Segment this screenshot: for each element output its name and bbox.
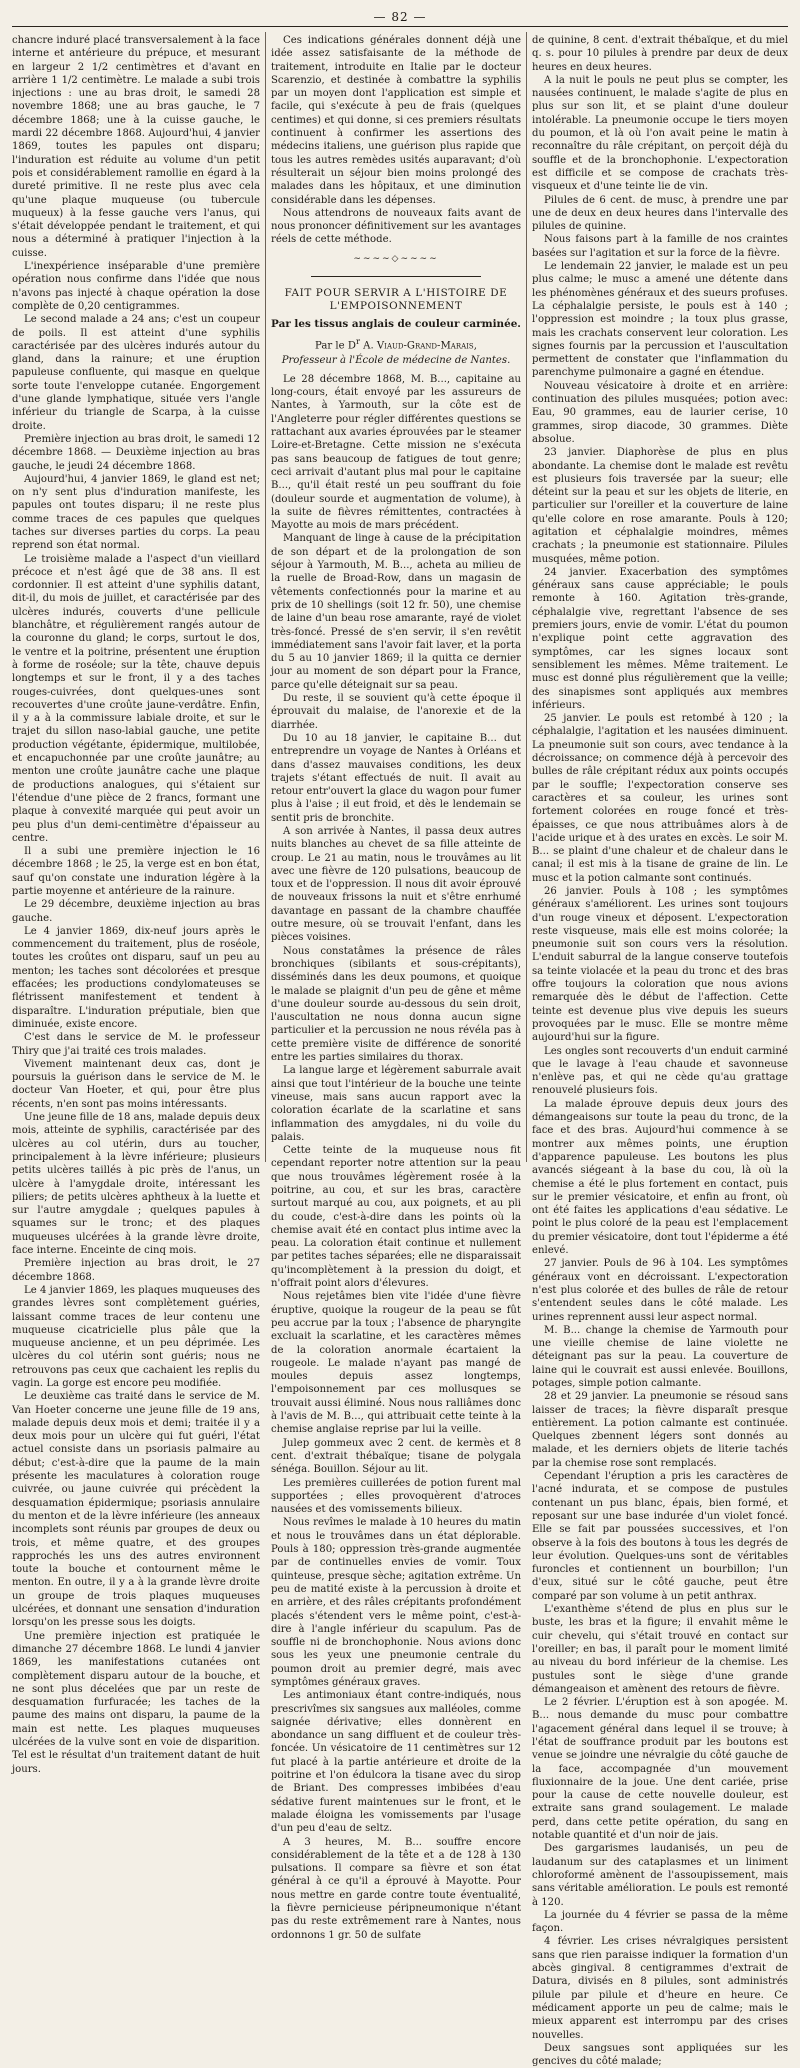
column-rule-right: [526, 32, 527, 1162]
byline-role: Professeur à l'École de médecine de Nantes.: [281, 354, 511, 366]
paragraph: Le 2 février. L'éruption est à son apogée. M. B... nous demande du musc pour combattre l'agacement général dans lequel il se trouve; à l'état de souffrance produit par les boutons est venue se joindre une névralgie du côté gauche de la face, accompagnée d'un mouvement fluxionnaire de la joue. Une dent cariée, prise pour la cause de cette nouvelle douleur, est extraite sans grand soulagement. Le malade perd, dans cette petite opération, du sang en notable quantité et d'un noir de jais.: [532, 1697, 788, 1842]
paragraph: Nous constatâmes la présence de râles bronchiques (sibilants et sous-crépitants), disséminés dans les deux poumons, et quoique le malade se plaignit d'un peu de gêne et même d'une douleur sourde au-dessous du sein droit, l'auscultation ne nous donna aucun signe particulier et la percussion ne nous révéla pas à cette première visite de différence de sonorité entre les parties similaires du thorax.: [271, 945, 521, 1064]
paragraph: Du reste, il se souvient qu'à cette époque il éprouvait du malaise, de l'anorexie et de la diarrhée.: [271, 693, 521, 731]
paragraph: Nous attendrons de nouveaux faits avant de nous prononcer définitivement sur les avantages réels de cette méthode.: [271, 207, 521, 246]
paragraph: Le troisième malade a l'aspect d'un vieillard précoce et n'est âgé que de 38 ans. Il est cordonnier. Il est atteint d'une syphilis datant, dit-il, du mois de juillet, et caractérisée par des ulcères indurés, couverts d'une pellicule blanchâtre, et régulièrement rangés autour de la couronne du gland; le corps, surtout le dos, le ventre et la poitrine, présentent une éruption à forme de roséole; sur la tête, chauve depuis longtemps et sur le front, il y a des taches rouges-cuivrées, dont quelques-unes sont recouvertes d'une croûte jaune-verdâtre. Enfin, il y a à la commissure labiale droite, et sur le trajet du sillon naso-labial gauche, une petite production végétante, épidermique, multilobée, et encapuchonnée par une croûte jaunâtre; au menton une croûte jaunâtre cache une plaque de productions analogues, qui s'étaient sur l'étendue d'une pièce de 2 francs, formant une plaque à convexité marquée qui peut avoir un peu plus d'un demi-centimètre d'épaisseur au centre.: [12, 553, 260, 844]
middle-column: [271, 34, 521, 1941]
paragraph: Le deuxième cas traité dans le service de M. Van Hoeter concerne une jeune fille de 19 ans, malade depuis deux mois et demi; traitée il y a deux mois pour un ulcère qui fut guéri, l'état actuel consiste dans un psoriasis palmaire au début; c'est-à-dire que la paume de la main présente les maculatures à coloration rouge cuivrée, ou jaune cuivrée qui précèdent la desquamation épidermique; psoriasis annulaire du menton et de la lèvre inférieure (les anneaux incomplets sont réunis par groupes de deux ou trois, et même quatre, et des groupes rapprochés les uns des autres environnent toute la bouche et contournent même le menton. En outre, il y a à la grande lèvre droite un groupe de trois plaques muqueuses ulcérées, et donnant une sensation d'induration lorsqu'on les presse sous les doigts.: [12, 1391, 260, 1629]
paragraph: L'inexpérience inséparable d'une première opération nous confirme dans l'idée que nous n'avons pas injecté à chaque opération la dose complète de 0,20 centigrammes.: [12, 261, 260, 312]
paragraph: Première injection au bras droit, le samedi 12 décembre 1868. — Deuxième injection au bras gauche, le jeudi 24 décembre 1868.: [12, 433, 260, 472]
paragraph: Le 4 janvier 1869, dix-neuf jours après le commencement du traitement, plus de roséole, toutes les croûtes ont disparu, sauf un peu au menton; les taches sont décolorées et presque effacées; les productions condylomateuses se flétrissent manifestement et tendent à disparaître. L'induration préputiale, bien que diminuée, existe encore.: [12, 925, 260, 1030]
paragraph: Nous rejetâmes bien vite l'idée d'une fièvre éruptive, quoique la rougeur de la peau se fût peu accrue par la toux ; l'absence de pharyngite excluait la scarlatine, et les caractères mêmes de la coloration anormale écartaient la rougeole. Le malade n'ayant pas mangé de moules depuis assez longtemps, l'empoisonnement par ces mollusques se trouvait aussi éliminé. Nous nous ralliâmes donc à l'avis de M. B..., qui attribuait cette teinte à la chemise anglaise reprise par lui la veille.: [271, 1291, 521, 1436]
paragraph: Aujourd'hui, 4 janvier 1869, le gland est net; on n'y sent plus d'induration manifeste, les papules ont toutes disparu; il ne reste plus comme traces de ces papules que quelques taches sur diverses parties du corps. La peau reprend son état normal.: [12, 473, 260, 552]
paragraph: Les antimoniaux étant contre-indiqués, nous prescrivîmes six sangsues aux malléoles, comme saignée dérivative; elles donnèrent en abondance un sang diffluent et de couleur très-foncée. Un vésicatoire de 11 centimètres sur 12 fut placé à la partie antérieure et droite de la poitrine et l'on édulcora la tisane avec du sirop de Briant. Des compresses imbibées d'eau sédative furent maintenues sur le front, et le malade éloigna les vomissements par l'usage d'un peu d'eau de seltz.: [271, 1690, 521, 1835]
paragraph: Cette teinte de la muqueuse nous fit cependant reporter notre attention sur la peau que nous trouvâmes légèrement rosée à la poitrine, au cou, et sur les bras, caractère surtout marqué au cou, aux poignets, et au pli du coude, c'est-à-dire dans les points où la chemise avait été en contact plus intime avec la peau. La coloration était continue et nullement par petites taches séparées; elle ne disparaissait qu'incomplètement à la pression du doigt, et n'offrait point alors d'élevures.: [271, 1145, 521, 1290]
paragraph: Première injection au bras droit, le 27 décembre 1868.: [12, 1258, 260, 1283]
article-title: FAIT POUR SERVIR A L'HISTOIRE DE L'EMPOISONNEMENT: [284, 287, 508, 313]
paragraph: Du 10 au 18 janvier, le capitaine B... dut entreprendre un voyage de Nantes à Orléans et dans d'assez mauvaises conditions, les deux trajets s'étant effectués de nuit. Il avait au retour entr'ouvert la glace du wagon pour fumer plus à l'aise ; il eut froid, et dès le lendemain se sentit pris de bronchite.: [271, 732, 521, 824]
paragraph: Une première injection est pratiquée le dimanche 27 décembre 1868. Le lundi 4 janvier 1869, les manifestations cutanées ont complètement disparu autour de la bouche, et ne sont plus décelées que par un reste de desquamation furfuracée; les taches de la paume des mains ont disparu, la paume de la main est nette. Les plaques muqueuses ulcérées de la vulve sont en voie de disparition. Tel est le résultat d'un traitement datant de huit jours.: [12, 1630, 260, 1775]
byline-sup: r: [355, 335, 360, 346]
paragraph: La malade éprouve depuis deux jours des démangeaisons sur toute la peau du tronc, de la face et des bras. Aujourd'hui commence à se montrer aux mêmes points, une éruption d'apparence papuleuse. Les boutons les plus avancés siégeant à la base du cou, là où la chemise a été le plus fortement en contact, puis sur le premier vésicatoire, et enfin au front, où ont été faites les applications d'eau sédative. Le point le plus coloré de la peau est l'emplacement du premier vésicatoire, dont tout l'épiderme a été enlevé.: [532, 1098, 788, 1257]
paragraph: L'exanthème s'étend de plus en plus sur le buste, les bras et la figure; il envahit même le cuir chevelu, qui s'était trouvé en contact sur l'oreiller; en bas, il paraît pour le moment limité au niveau du bord inférieur de la chemise. Les pustules sont le siège d'une grande démangeaison et amènent des retours de fièvre.: [532, 1604, 788, 1695]
article-title-rule: [311, 276, 481, 277]
article-subtitle: Par les tissus anglais de couleur carminée.: [271, 317, 521, 330]
byline: [271, 335, 521, 353]
paragraph: Le 29 décembre, deuxième injection au bras gauche.: [12, 899, 260, 924]
paragraph: Des gargarismes laudanisés, un peu de laudanum sur des cataplasmes et un liniment chloroformé amènent de l'assoupissement, mais sans véritable amélioration. Le pouls est remonté à 120.: [532, 1843, 788, 1908]
paragraph: Nouveau vésicatoire à droite et en arrière: continuation des pilules musquées; potion avec: Eau, 90 grammes, eau de laurier cerise, 10 grammes, sirop diacode, 30 grammes. Diète absolue.: [532, 380, 788, 445]
paragraph: de quinine, 8 cent. d'extrait thébaïque, et du miel q. s. pour 10 pilules à prendre par deux de deux heures en deux heures.: [532, 35, 788, 73]
paragraph: C'est dans le service de M. le professeur Thiry que j'ai traité ces trois malades.: [12, 1032, 260, 1057]
paragraph: A la nuit le pouls ne peut plus se compter, les nausées continuent, le malade s'agite de plus en plus sur son lit, et se plaint d'une douleur intolérable. La pneumonie occupe le tiers moyen du poumon, et là où l'on avait peine le matin à reconnaître du râle crépitant, on perçoit déjà du souffle et de la bronchophonie. L'expectoration est difficile et se compose de crachats très-visqueux et d'une teinte lie de vin.: [532, 74, 788, 193]
paragraph: Le 4 janvier 1869, les plaques muqueuses des grandes lèvres sont complètement guéries, laissant comme traces de leur contenu une muqueuse cicatricielle plus pâle que la muqueuse ancienne, et un peu déprimée. Les ulcères du col utérin sont guéris; nous ne retrouvons pas ceux que cachaient les replis du vagin. La gorge est encore peu modifiée.: [12, 1284, 260, 1389]
paragraph: Cependant l'éruption a pris les caractères de l'acné indurata, et se compose de pustules contenant un pus blanc, épais, bien formé, et reposant sur une base indurée d'un violet foncé. Elle se fait par poussées successives, et l'on observe à la fois des boutons à tous les degrés de leur évolution. Quelques-uns sont de véritables furoncles et contiennent un bourbillon; l'un d'eux, situé sur le côté gauche, peut être comparé par son volume à un petit anthrax.: [532, 1471, 788, 1602]
paragraph: Nous revîmes le malade à 10 heures du matin et nous le trouvâmes dans un état déplorable. Pouls à 180; oppression très-grande augmentée par de continuelles envies de vomir. Toux quinteuse, presque sèche; agitation extrême. Un peu de matité existe à la percussion à droite et en arrière, et des râles crépitants profondément placés s'étendent vers le même point, c'est-à-dire à l'angle inférieur du scapulum. Pas de souffle ni de bronchophonie. Nous avions donc sous les yeux une pneumonie centrale du poumon droit au premier degré, mais avec symptômes généraux graves.: [271, 1517, 521, 1688]
paragraph: Manquant de linge à cause de la précipitation de son départ et de la prolongation de son séjour à Yarmouth, M. B..., acheta au milieu de la ruelle de Broad-Row, dans un magasin de vêtements confectionnés pour la marine et au prix de 10 shellings (soit 12 fr. 50), une chemise de laine d'un beau rose amarante, rayé de violet très-foncé. Pressé de s'en servir, il s'en revêtit immédiatement sans l'avoir fait laver, et la porta du 5 au 10 janvier 1869; il la quitta ce dernier jour au moment de son départ pour la France, parce qu'elle déteignait sur sa peau.: [271, 533, 521, 691]
byline-prefix: Par le D: [315, 340, 356, 352]
column-rule-left: [265, 32, 266, 1162]
paragraph: Vivement maintenant deux cas, dont je poursuis la guérison dans le service de M. le docteur Van Hoeter, et qui, pour être plus récents, n'en sont pas moins intéressants.: [12, 1058, 260, 1110]
top-rule: [12, 26, 788, 27]
paragraph: 26 janvier. Pouls à 108 ; les symptômes généraux s'améliorent. Les urines sont toujours d'un rouge vineux et déposent. L'expectoration reste visqueuse, mais elle est moins colorée; la pneumonie suit son cours vers la résolution. L'enduit saburral de la langue conserve toutefois sa teinte violacée et la peau du tronc et des bras offre toujours la coloration que nous avions remarquée dès le début de l'affection. Cette teinte est devenue plus vive depuis les sueurs provoquées par le musc. Elle se montre même aujourd'hui sur la figure.: [532, 886, 788, 1044]
paragraph: Les premières cuillerées de potion furent mal supportées ; elles provoquèrent d'atroces nausées et des vomissements bilieux.: [271, 1477, 521, 1516]
paragraph: A 3 heures, M. B... souffre encore considérablement de la tête et a de 128 à 130 pulsations. Il compare sa fièvre et son état général à ce qu'il a éprouvé à Mayotte. Pour nous mettre en garde contre toute éventualité, la fièvre pernicieuse péripneumonique n'étant pas du reste extrêmement rare à Nantes, nous ordonnons 1 gr. 50 de sulfate: [271, 1836, 521, 1941]
paragraph: 25 janvier. Le pouls est retombé à 120 ; la céphalalgie, l'agitation et les nausées diminuent. La pneumonie suit son cours, avec tendance à la décroissance; on commence déjà à percevoir des bulles de râle crépitant rédux aux points occupés par le souffle; l'expectoration conserve ses caractères et sa couleur, les urines sont fortement colorées en rouge foncé et très-épaisses, ce que nous attribuâmes alors à de l'acide urique et à des urates en excès. Le soir M. B... se plaint d'une chaleur et de chaleur dans le canal; il est mis à la tisane de graine de lin. Le musc et la potion calmante sont continués.: [532, 713, 788, 884]
paragraph: Deux sangsues sont appliquées sur les gencives du côté malade;: [532, 2042, 788, 2068]
paragraph: Le second malade a 24 ans; c'est un coupeur de poils. Il est atteint d'une syphilis caractérisée par des ulcères indurés autour du gland, dans la rainure; et une éruption papuleuse confluente, qui masque en quelque sorte toute l'enveloppe cutanée. Engorgement d'une glande lymphatique, située vers l'angle inférieur du triangle de Scarpa, à la cuisse droite.: [12, 314, 260, 432]
paragraph: Nous faisons part à la famille de nos craintes basées sur l'agitation et sur la force de la fièvre.: [532, 234, 788, 259]
right-column: [532, 34, 788, 2068]
ornament-divider: ∼∼∼∼◇∼∼∼∼: [353, 253, 439, 264]
left-column: [12, 34, 260, 1775]
paragraph: Les ongles sont recouverts d'un enduit carminé que le lavage à l'eau chaude et savonneuse n'enlève pas, et qui ne cède qu'au grattage renouvelé plusieurs fois.: [532, 1045, 788, 1097]
paragraph: Le 28 décembre 1868, M. B..., capitaine au long-cours, était envoyé par les assureurs de Nantes, à Yarmouth, sur la côte est de l'Angleterre pour régler différentes questions se rattachant aux avaries éprouvées par le steamer Loire-et-Bretagne. Cette mission ne s'exécuta pas sans beaucoup de fatigues de tout genre; ceci arrivait d'autant plus mal pour le capitaine B..., qu'il était resté un peu souffrant du foie (douleur sourde et augmentation de volume), à la suite de fièvres rémittentes, contractées à Mayotte au mois de mars précédent.: [271, 373, 521, 532]
paragraph: Julep gommeux avec 2 cent. de kermès et 8 cent. d'extrait thébaïque; tisane de polygala sénéga. Bouillon. Séjour au lit.: [271, 1437, 521, 1476]
paragraph: 4 février. Les crises névralgiques persistent sans que rien paraisse indiquer la formation d'un abcès gingival. 8 centigrammes d'extrait de Datura, divisés en 8 pilules, sont administrés pilule par pilule et d'heure en heure. Ce médicament apporte un peu de calme; mais le mieux apparent est interrompu par des crises nouvelles.: [532, 1936, 788, 2041]
paragraph: La langue large et légèrement saburrale avait ainsi que tout l'intérieur de la bouche une teinte vineuse, mais sans aucun rapport avec la coloration écarlate de la scarlatine et sans inflammation des amygdales, ni du voile du palais.: [271, 1065, 521, 1143]
paragraph: Il a subi une première injection le 16 décembre 1868 ; le 25, la verge est en bon état, sauf qu'on constate une induration légère à la partie moyenne et antérieure de la rainure.: [12, 846, 260, 897]
paragraph: 27 janvier. Pouls de 96 à 104. Les symptômes généraux vont en décroissant. L'expectoration n'est plus colorée et des bulles de râle de retour s'entendent seules dans le côté malade. Les urines reprennent aussi leur aspect normal.: [532, 1258, 788, 1323]
paragraph: Ces indications générales donnent déjà une idée assez satisfaisante de la méthode de traitement, introduite en Italie par le docteur Scarenzio, et destinée à combattre la syphilis par un moyen dont l'application est simple et facile, qui s'exécute à peu de frais (quelques centimes) et qui donne, si ces premiers résultats continuent à confirmer les assertions des médecins italiens, une guérison plus rapide que tous les autres remèdes usités auparavant; d'où résulterait un séjour bien moins prolongé des malades dans les hôpitaux, et une diminution considérable dans les dépenses.: [271, 35, 521, 206]
paragraph: Le lendemain 22 janvier, le malade est un peu plus calme; le musc a amené une détente dans les phénomènes généraux et des sueurs profuses. La céphalalgie persiste, le pouls est à 140 ; l'oppression est moindre ; la toux plus grasse, mais les crachats conservent leur coloration. Les signes fournis par la percussion et l'auscultation permettent de constater que l'inflammation du parenchyme pulmonaire a gagné en étendue.: [532, 261, 788, 379]
paragraph: chancre induré placé transversalement à la face interne et antérieure du prépuce, et mesurant en largeur 2 1/2 centimètres et d'avant en arrière 1 1/2 centimètre. Le malade a subi trois injections : une au bras droit, le samedi 28 novembre 1868; une au bras gauche, le 7 décembre 1868; une à la cuisse gauche, le mardi 22 décembre 1868. Aujourd'hui, 4 janvier 1869, toutes les papules ont disparu; l'induration est réduite au volume d'un petit pois et considérablement ramollie en égard à la dureté primitive. Il ne reste plus avec cela qu'une plaque muqueuse (ou tubercule muqueux) à la fesse gauche vers l'anus, qui s'était développée pendant le traitement, et qui nous a déterminé à pratiquer l'injection à la cuisse.: [12, 35, 260, 259]
paragraph: 23 janvier. Diaphorèse de plus en plus abondante. La chemise dont le malade est revêtu est plusieurs fois traversée par la sueur; elle déteint sur la peau et sur les objets de literie, en particulier sur l'oreiller et la couverture de laine qu'elle colore en rose amarante. Pouls à 120; agitation et céphalalgie moindres, mêmes crachats ; la pneumonie est stationnaire. Pilules musquées, même potion.: [532, 447, 788, 565]
paragraph: Pilules de 6 cent. de musc, à prendre une par une de deux en deux heures dans l'intervalle des pilules de quinine.: [532, 194, 788, 233]
paragraph: 24 janvier. Exacerbation des symptômes généraux sans cause appréciable; le pouls remonte à 160. Agitation très-grande, céphalalgie vive, regrettant l'absence de ses premiers jours, envie de vomir. L'état du poumon n'explique point cette aggravation des symptômes, car les signes locaux sont sensiblement les mêmes. Même traitement. Le musc est donné plus régulièrement que la veille; des sinapismes sont appliqués aux membres inférieurs.: [532, 566, 788, 711]
byline-name: A. Viaud-Grand-Marais,: [359, 340, 477, 352]
paragraph: Une jeune fille de 18 ans, malade depuis deux mois, atteinte de syphilis, caractérisée par des ulcères au col utérin, durs au toucher, principalement à la lèvre inférieure; plusieurs petits ulcères taillés à pic près de l'anus, un ulcère à l'amygdale droite, intéressant les piliers; de petits ulcères aphtheux à la luette et sur l'autre amygdale ; quelques papules à squames sur le tronc; et des plaques muqueuses ulcérées à la grande lèvre droite, face interne. Enceinte de cinq mois.: [12, 1112, 260, 1257]
page-number: — 82 —: [373, 10, 427, 24]
paragraph: A son arrivée à Nantes, il passa deux autres nuits blanches au chevet de sa fille atteinte de croup. Le 21 au matin, nous le trouvâmes au lit avec une fièvre de 120 pulsations, beaucoup de toux et de l'oppression. Il nous dit avoir éprouvé de nouveaux frissons la nuit et s'être enrhumé davantage en passant de la chambre chauffée outre mesure, où se trouvait l'enfant, dans les pièces voisines.: [271, 825, 521, 944]
paragraph: 28 et 29 janvier. La pneumonie se résoud sans laisser de traces; la fièvre disparaît presque entièrement. La potion calmante est continuée. Quelques zbennent légers sont donnés au malade, et les derniers objets de literie tachés par la chemise rose sont remplacés.: [532, 1391, 788, 1469]
paragraph: M. B... change la chemise de Yarmouth pour une vieille chemise de laine violette ne déteignant pas sur la peau. La couverture de laine qui le couvrait est aussi enlevée. Bouillons, potages, simple potion calmante.: [532, 1324, 788, 1389]
paragraph: La journée du 4 février se passa de la même façon.: [532, 1909, 788, 1935]
